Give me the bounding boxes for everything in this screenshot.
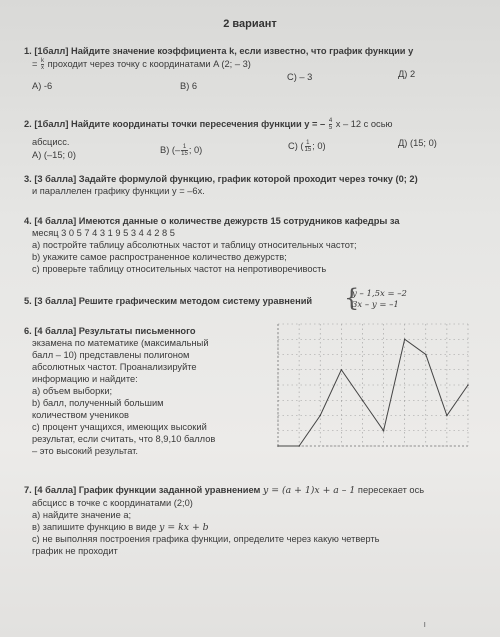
q5-eq2: 3x – y = –1 (352, 300, 399, 310)
data-point (341, 369, 343, 371)
q7-line5: с) не выполняя построения графика функции, определите через какую четверть (32, 534, 380, 544)
q6-line: а) объем выборки; (32, 386, 113, 396)
q4-line2: месяц 3 0 5 7 4 3 1 9 5 3 4 4 2 8 5 (32, 228, 175, 238)
q7-line3: а) найдите значение а; (32, 510, 132, 520)
data-point (362, 399, 364, 401)
q6-line: результат, если считать, что 8,9,10 баллов (32, 434, 216, 444)
q2-line2: абсцисс. (32, 137, 70, 147)
data-point (425, 354, 427, 356)
q2-fraction: $\frac{4}{5}$ (328, 118, 333, 131)
q6-line: балл – 10) представлены полигоном (32, 350, 190, 360)
variant-title: 2 вариант (223, 18, 277, 30)
q5-eq1: y – 1,5x = –2 (352, 289, 407, 299)
q2-option-b: В) (– $\frac{1}{15}$ ; 0) (160, 144, 203, 157)
q6-line: b) балл, полученный большим (32, 398, 164, 408)
q1-option-c: С) – 3 (287, 72, 313, 82)
data-point (404, 338, 406, 340)
data-point (383, 430, 385, 432)
q6-line: – это высокий результат. (32, 446, 138, 456)
q7-line6: график не проходит (32, 546, 118, 556)
q1-option-b: В) 6 (180, 81, 198, 91)
frequency-polygon-chart (268, 318, 480, 458)
q7-line4: в) запишите функцию в виде y = kx + b (32, 522, 209, 533)
q3-line1: 3. [3 балла] Задайте формулой функцию, график которой проходит через точку (0; 2) (24, 174, 418, 184)
q6-line: экзамена по математике (максимальный (32, 338, 209, 348)
q4-line4: b) укажите самое распространенное количество дежурств; (32, 252, 287, 262)
data-point (446, 415, 448, 417)
q1-fraction: $\frac{k}{x}$ (41, 58, 45, 71)
q5-text: 5. [3 балла] Решите графическим методом систему уравнений (24, 296, 313, 306)
q1-option-a: А) -6 (32, 81, 53, 91)
q1-option-d: Д) 2 (398, 69, 416, 79)
q6-line: 6. [4 балла] Результаты письменного (24, 326, 196, 336)
q4-line5: с) проверьте таблицу относительных частот на непротиворечивость (32, 264, 327, 274)
q4-line3: а) постройте таблицу абсолютных частот и таблицу относительных частот; (32, 240, 357, 250)
q4-line1: 4. [4 балла] Имеются данные о количестве дежурств 15 сотрудников кафедры за (24, 216, 400, 226)
q6-line: количеством учеников (32, 410, 129, 420)
q6-line: абсолютных частот. Проанализируйте (32, 362, 197, 372)
q2-line1: 2. [1балл] Найдите координаты точки пересечения функции у = – $\frac{4}{5}$ x – 12 с осью (24, 118, 393, 131)
data-point (319, 415, 321, 417)
system-brace: { (344, 284, 360, 312)
q2-option-c: С) ( $\frac{1}{15}$ ; 0) (288, 140, 326, 153)
q1-line1: 1. [1балл] Найдите значение коэффициента k, если известно, что график функции у (24, 46, 414, 56)
q2-option-a: А) (–15; 0) (32, 150, 76, 160)
data-point (277, 445, 279, 447)
q5-system (352, 289, 407, 311)
q7-line1: 7. [4 балла] График функции заданной уравнением y = (a + 1)x + a – 1 пересекает ось (24, 485, 425, 496)
q6-line: с) процент учащихся, имеющих высокий (32, 422, 207, 432)
q1-line2: = $\frac{k}{x}$ проходит через точку с координатами A (2; – 3) (32, 58, 251, 71)
q2-option-d: Д) (15; 0) (398, 138, 437, 148)
page-mark: ı (423, 619, 426, 629)
data-point (467, 384, 469, 386)
q7-line2: абсцисс в точке с координатами (2;0) (32, 498, 193, 508)
polygon-series-line (278, 339, 468, 446)
q6-line: информацию и найдите: (32, 374, 138, 384)
data-point (298, 445, 300, 447)
q3-line2: и параллелен графику функции у = –6х. (32, 186, 205, 196)
